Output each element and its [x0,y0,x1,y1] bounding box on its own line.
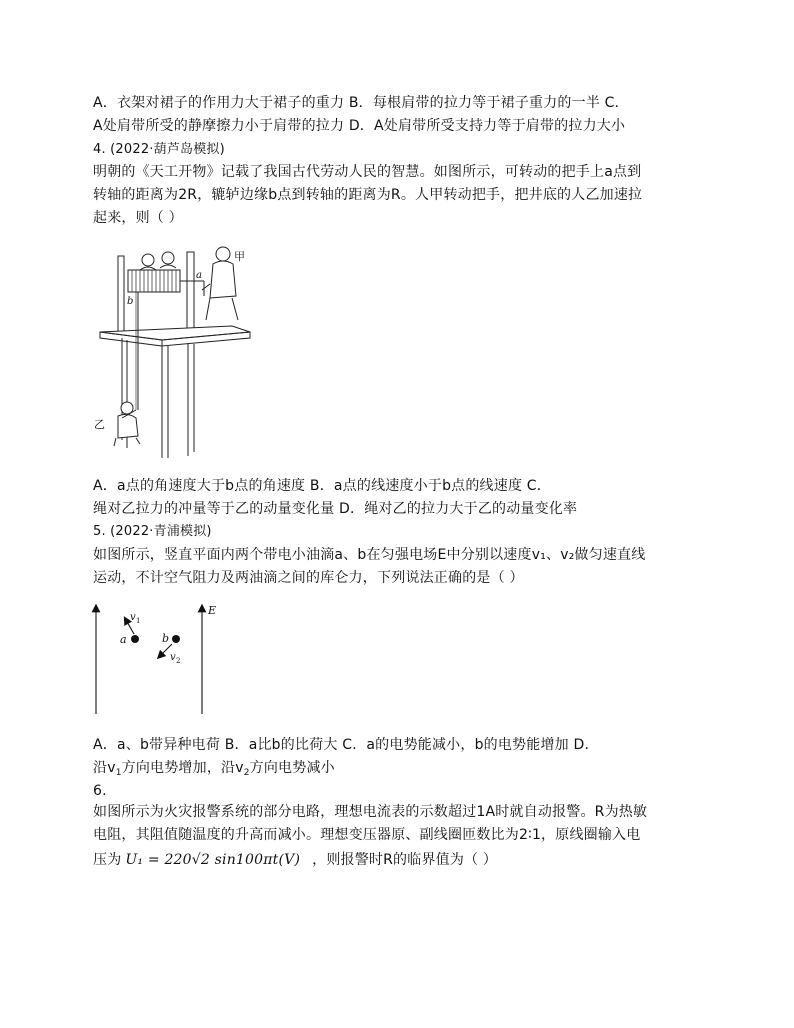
q4-stem-line3: 起来，则（ ） [93,210,183,226]
q5-options-line2 [93,758,335,778]
label-jia: 甲 [234,250,245,263]
voltage-formula: U₁ = 220√2 sin100πt(V) [125,852,301,868]
label-yi: 乙 [94,418,105,431]
q6-stem-line3-pre: 压为 [93,852,122,868]
electric-field-figure [88,600,228,718]
label-point-a: a [196,270,202,281]
q6-stem-line2: 电阻，其阻值随温度的升高而减小。理想变压器原、副线圈匝数比为2∶1，原线圈输入电 [93,827,641,843]
droplet-b [172,635,180,643]
q5-opt2-sub2: 2 [243,768,250,778]
q5-opt2-mid: 方向电势增加，沿v [121,760,244,776]
label-v1: v [130,612,136,623]
label-v1-sub: 1 [136,617,141,625]
windlass-figure [92,240,252,462]
q5-opt2-pre: 沿v [93,760,116,776]
label-E: E [208,604,217,617]
q4-stem-line2: 转轴的距离为2R，辘轳边缘b点到转轴的距离为R。人甲转动把手，把井底的人乙加速拉 [93,187,643,203]
q4-stem-line1: 明朝的《天工开物》记载了我国古代劳动人民的智慧。如图所示，可转动的把手上a点到 [93,164,642,180]
label-point-b: b [127,296,134,307]
q4-options-line2: 绳对乙拉力的冲量等于乙的动量变化量 D．绳对乙的拉力大于乙的动量变化率 [93,501,578,517]
q5-opt2-sub1: 1 [115,768,122,778]
label-droplet-a: a [120,633,127,646]
q4-options-line1: A．a点的角速度大于b点的角速度 B．a点的线速度小于b点的线速度 C． [93,478,551,494]
label-droplet-b: b [162,632,170,645]
label-v2: v [170,652,176,663]
q5-stem-line2: 运动，不计空气阻力及两油滴之间的库仑力，下列说法正确的是（ ） [93,570,524,586]
q6-stem-line3-post: ，则报警时R的临界值为（ ） [312,852,498,868]
q3-options-line2: A处肩带所受的静摩擦力小于肩带的拉力 D．A处肩带所受支持力等于肩带的拉力大小 [93,118,626,134]
q5-options-line1: A．a、b带异种电荷 B．a比b的比荷大 C．a的电势能减小，b的电势能增加 D． [93,737,599,753]
q6-stem-line3 [93,850,497,870]
q5-opt2-post: 方向电势减小 [249,760,335,776]
q3-options-line1: A．衣架对裙子的作用力大于裙子的重力 B．每根肩带的拉力等于裙子重力的一半 C． [93,95,629,111]
q5-stem-line1: 如图所示，竖直平面内两个带电小油滴a、b在匀强电场E中分别以速度v₁、v₂做匀速直线 [93,547,646,563]
label-v2-sub: 2 [176,657,181,665]
q6-number: 6. [93,783,107,799]
q6-stem-line1: 如图所示为火灾报警系统的部分电路，理想电流表的示数超过1A时就自动报警。R为热敏 [93,804,648,820]
droplet-a [131,635,139,643]
q4-source: 4. (2022·葫芦岛模拟) [93,142,225,157]
q5-source: 5. (2022·青浦模拟) [93,524,212,539]
